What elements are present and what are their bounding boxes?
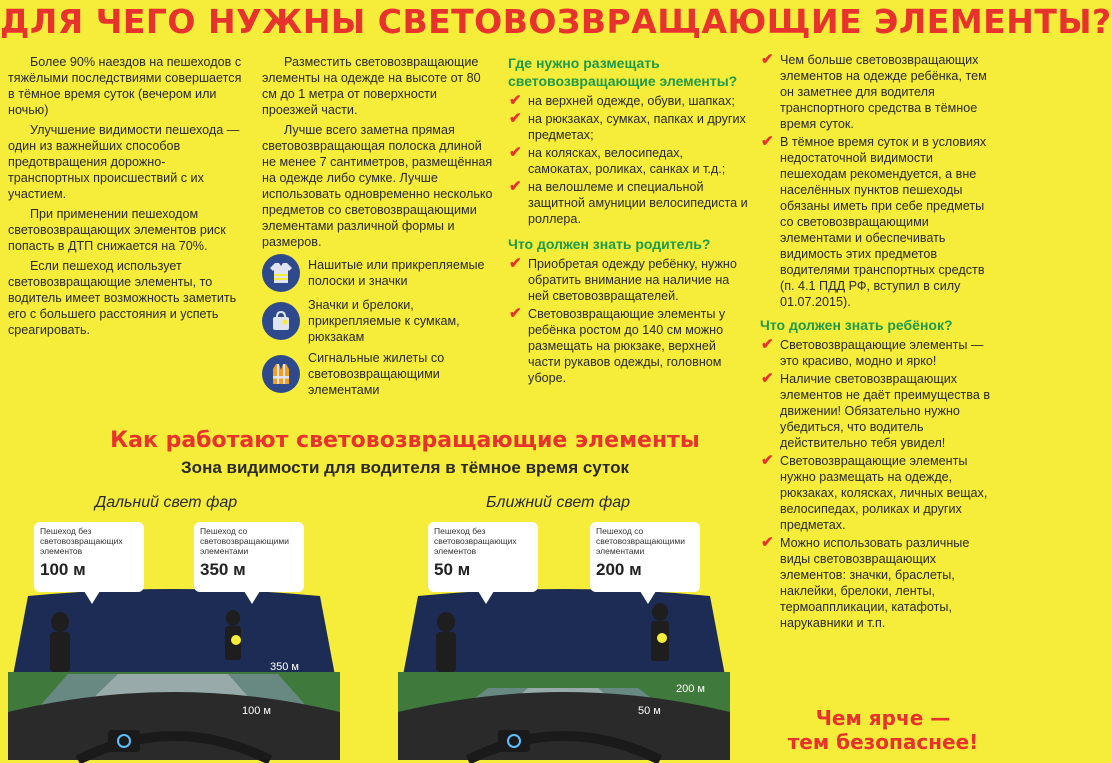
paragraph: Разместить световозвращающие элементы на одежде на высоте от 80 см до 1 метра от поверхности проезжей части. (262, 55, 481, 117)
list-item: ✔ на верхней одежде, обуви, шапках; (508, 93, 748, 109)
list-item: ✔ Световозвращающие элементы у ребёнка ростом до 140 см можно размещать на рюкзаке, верхней части рукавов одежды, головном уборе. (508, 306, 748, 386)
list-item: ✔ В тёмное время суток и в условиях недостаточной видимости пешеходам рекомендуется, а вне населённых пунктов пешеходы обязаны иметь при себе предметы со световозвращающими элементами и обеспечивать видимость этих предметов водителями транспортных средств (п. 4.1 ПДД РФ, вступил в силу 01.07.2015). (760, 134, 996, 310)
high-beam-label: Дальний свет фар (95, 494, 238, 511)
bag-icon (262, 302, 300, 340)
callout-no-reflector: Пешеход без световозвращающих элементов 100 м (34, 522, 144, 592)
heading-where: Где нужно размещать световозвращающие элементы? (508, 55, 738, 89)
icon-item (262, 254, 494, 292)
pedestrian-icon (226, 610, 240, 626)
low-beam-scene (398, 592, 730, 760)
list-item: ✔ Чем больше световозвращающих элементов на одежде ребёнка, тем он заметнее для водителя транспортного средства в тёмное время суток. (760, 52, 996, 132)
pedestrian-icon (652, 603, 668, 621)
callout-no-reflector: Пешеход без световозвращающих элементов 50 м (428, 522, 538, 592)
slogan-line: тем безопаснее! (787, 730, 979, 754)
list-item: ✔ на рюкзаках, сумках, папках и других предметах; (508, 111, 748, 143)
page-title: ДЛЯ ЧЕГО НУЖНЫ СВЕТОВОЗВРАЩАЮЩИЕ ЭЛЕМЕНТЫ? (0, 2, 1112, 41)
column-intro (8, 54, 245, 342)
distance-mark: 200 м (676, 683, 705, 695)
check-list (508, 93, 748, 227)
low-beam-label: Ближний свет фар (486, 494, 631, 511)
check-list (760, 52, 996, 310)
vest-icon (262, 355, 300, 393)
paragraph: Лучше всего заметна прямая световозвращающая полоска длиной не менее 7 сантиметров, размещённая на одежде либо сумке. Лучше использовать одновременно несколько предметов со световозвращающими элементами различной формы и размеров. (262, 123, 493, 249)
icon-item (262, 297, 494, 345)
check-list (760, 337, 996, 631)
icon-caption: Сигнальные жилеты со световозвращающими элементами (308, 351, 445, 397)
callout-with-reflector: Пешеход со световозвращающими элементами 200 м (590, 522, 700, 592)
list-item: ✔ Наличие световозвращающих элементов не даёт преимущества в движении! Обязательно нужно убедиться, что водитель действительно тебя увидел! (760, 371, 996, 451)
slogan-line: Чем ярче — (815, 706, 951, 730)
distance-mark: 350 м (270, 661, 299, 673)
distance-mark: 50 м (638, 705, 661, 717)
heading-parent: Что должен знать родитель? (508, 236, 711, 252)
icon-caption: Значки и брелоки, прикрепляемые к сумкам, рюкзакам (308, 298, 460, 344)
paragraph: При применении пешеходом световозвращающих элементов риск попасть в ДТП снижается на 70%. (8, 207, 226, 253)
section-subtitle: Зона видимости для водителя в тёмное время суток (181, 458, 629, 477)
icon-item (262, 350, 494, 398)
paragraph: Если пешеход использует световозвращающие элементы, то водитель имеет возможность заметить его с большего расстояния и успеть среагировать. (8, 259, 237, 337)
reflector-icon (657, 633, 667, 643)
column-where (508, 54, 748, 388)
list-item: ✔ Световозвращающие элементы — это красиво, модно и ярко! (760, 337, 996, 369)
section-title: Как работают световозвращающие элементы (110, 428, 700, 453)
list-item: ✔ Световозвращающие элементы нужно размещать на одежде, рюкзаках, колясках, личных вещах, велосипедах, роликах и других предметах. (760, 453, 996, 533)
icon-caption: Нашитые или прикрепляемые полоски и значки (308, 258, 485, 288)
paragraph: Улучшение видимости пешехода — один из важнейших способов предотвращения дорожно-транспортных происшествий с их участием. (8, 123, 240, 201)
slogan (770, 706, 996, 754)
list-item: ✔ Можно использовать различные виды световозвращающих элементов: значки, браслеты, наклейки, брелоки, ленты, термоаппликации, катафоты, нарукавники и т.п. (760, 535, 996, 631)
heading-child: Что должен знать ребёнок? (760, 317, 953, 333)
list-item: ✔ на велошлеме и специальной защитной амуниции велосипедиста и роллера. (508, 179, 748, 227)
list-item: ✔ Приобретая одежду ребёнку, нужно обратить внимание на наличие на ней световозвращателей. (508, 256, 748, 304)
pedestrian-icon (437, 612, 455, 632)
list-item: ✔ на колясках, велосипедах, самокатах, роликах, санках и т.д.; (508, 145, 748, 177)
high-beam-scene (8, 592, 340, 760)
callout-with-reflector: Пешеход со световозвращающими элементами 350 м (194, 522, 304, 592)
jacket-icon (262, 254, 300, 292)
column-child (760, 52, 996, 633)
check-list (508, 256, 748, 386)
reflector-icon (231, 635, 241, 645)
paragraph: Более 90% наездов на пешеходов с тяжёлыми последствиями совершается в тёмное время суток (вечером или ночью) (8, 55, 242, 117)
pedestrian-icon (51, 612, 69, 632)
distance-mark: 100 м (242, 705, 271, 717)
column-placement (262, 54, 494, 403)
